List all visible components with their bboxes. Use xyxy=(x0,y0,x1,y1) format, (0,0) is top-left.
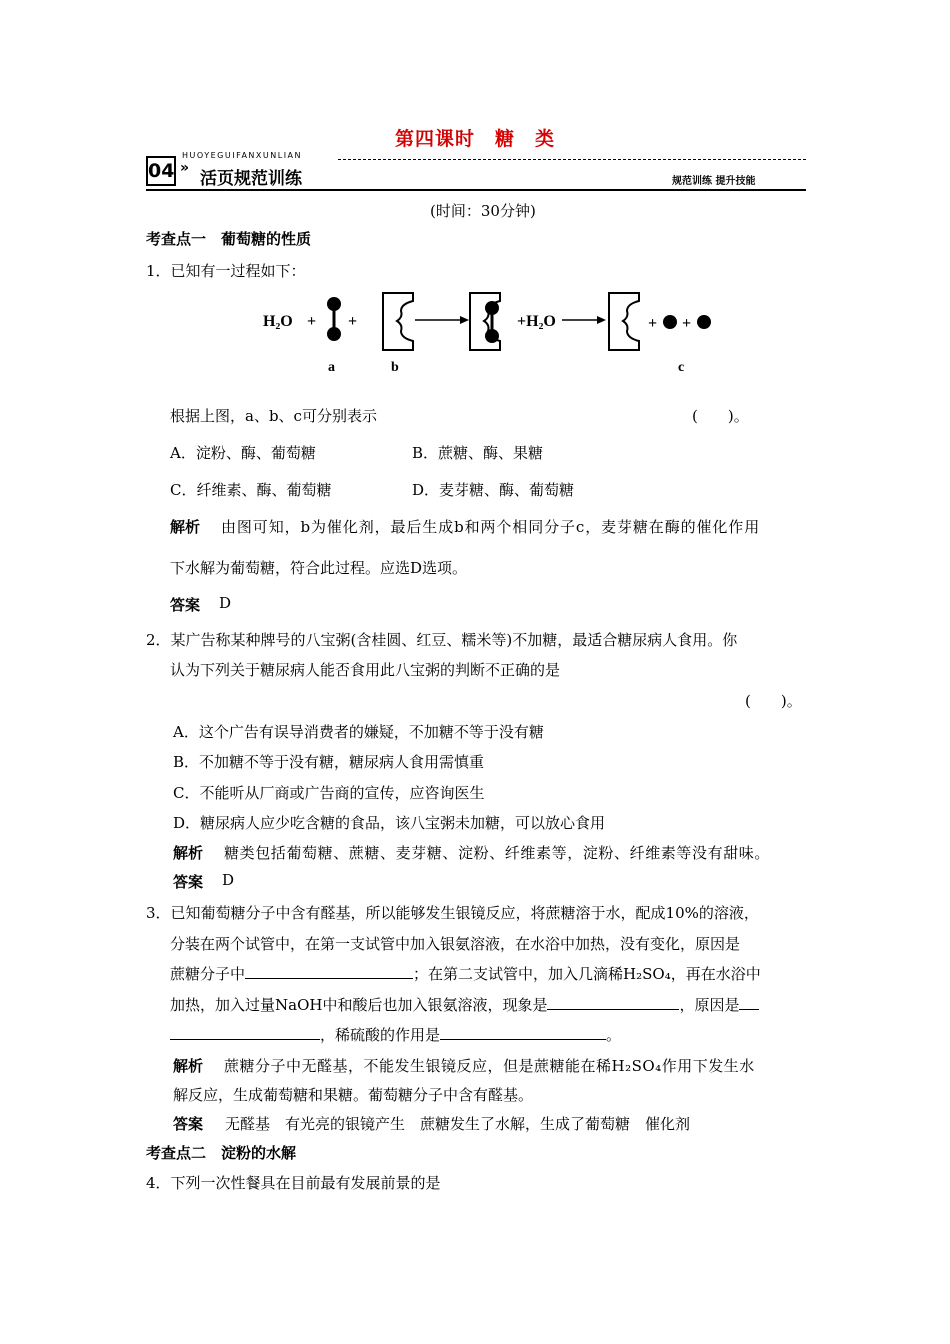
q1-prompt: 根据上图，a、b、c可分别表示 xyxy=(170,407,377,425)
q3-line2: 分装在两个试管中，在第一支试管中加入银氨溶液，在水浴中加热，没有变化，原因是 xyxy=(170,935,741,953)
q3-analysis-line1-start: 蔗糖分子中无醛基，不能发生银镜反应，但是蔗糖能在稀 xyxy=(224,1057,612,1075)
q3-line4 xyxy=(170,994,759,1015)
q2-option-c: C．不能听从厂商或广告商的宣传，应咨询医生 xyxy=(173,784,485,802)
q3-blank-4[interactable] xyxy=(440,1025,606,1040)
header-pinyin: HUOYEGUIFANXUNLIAN xyxy=(182,151,303,160)
q2-stem-line1: 2．某广告称某种牌号的八宝粥(含桂圆、红豆、糯米等)不加糖，最适合糖尿病人食用。你 xyxy=(146,631,738,649)
q1-plus-h2o: +H₂O xyxy=(517,313,556,330)
section-heading-two: 考查点二 淀粉的水解 xyxy=(146,1144,297,1162)
q3-blank-3-start[interactable] xyxy=(739,995,759,1010)
q1-answer-label: 答案 xyxy=(170,596,201,614)
q1-option-d: D．麦芽糖、酶、葡萄糖 xyxy=(412,481,575,499)
label-b: b xyxy=(391,360,399,375)
q3-line5 xyxy=(170,1024,621,1045)
q3-analysis-label: 解析 xyxy=(173,1057,204,1075)
q2-answer-paren: ( )。 xyxy=(745,692,802,710)
q3-answer-label: 答案 xyxy=(173,1115,204,1133)
q2-answer-label: 答案 xyxy=(173,873,204,891)
q3-line1: 3．已知葡萄糖分子中含有醛基，所以能够发生银镜反应，将蔗糖溶于水，配成10%的溶液， xyxy=(146,904,759,922)
q2-stem-line2: 认为下列关于糖尿病人能否食用此八宝粥的判断不正确的是 xyxy=(170,661,561,679)
q2-option-a: A．这个广告有误导消费者的嫌疑，不加糖不等于没有糖 xyxy=(173,723,544,741)
q3-line5-end: 。 xyxy=(606,1026,622,1044)
q1-plus-3: + xyxy=(648,315,658,332)
q3-line4-middle: ，原因是 xyxy=(679,996,740,1014)
header-arrow-icon: » xyxy=(180,160,190,176)
header-number-badge: 04 xyxy=(146,156,176,186)
q1-plus-2: + xyxy=(348,313,358,330)
q2-answer: D xyxy=(222,871,235,889)
q1-option-b: B．蔗糖、酶、果糖 xyxy=(412,444,544,462)
q3-analysis-h2so4: H₂SO₄ xyxy=(611,1057,662,1075)
q1-plus-1: + xyxy=(307,313,317,330)
q3-line5-start: ，稀硫酸的作用是 xyxy=(320,1026,441,1044)
q3-line3-end: ，再在水浴中 xyxy=(670,965,761,983)
q1-analysis-line2: 下水解为葡萄糖，符合此过程。应选D选项。 xyxy=(170,559,468,577)
q1-option-a: A．淀粉、酶、葡萄糖 xyxy=(170,444,316,462)
lesson-title: 第四课时 糖 类 xyxy=(394,128,555,150)
q2-analysis-label: 解析 xyxy=(173,844,204,862)
q1-option-c: C．纤维素、酶、葡萄糖 xyxy=(170,481,332,499)
q1-answer: D xyxy=(219,594,232,612)
q3-line4-start: 加热，加入过量NaOH中和酸后也加入银氨溶液，现象是 xyxy=(170,996,548,1014)
q1-analysis-line1: 由图可知，b为催化剂，最后生成b和两个相同分子c，麦芽糖在酶的催化作用 xyxy=(221,518,761,536)
molecule-c-1 xyxy=(663,315,677,329)
q2-analysis: 糖类包括葡萄糖、蔗糖、麦芽糖、淀粉、纤维素等，淀粉、纤维素等没有甜味。 xyxy=(224,844,771,862)
q3-blank-2[interactable] xyxy=(547,995,679,1010)
q1-answer-paren: ( )。 xyxy=(692,407,749,425)
header-dashed-rule xyxy=(338,159,806,160)
q1-diagram xyxy=(255,288,725,380)
header-right-tag: 规范训练 提升技能 xyxy=(672,176,756,187)
label-c: c xyxy=(678,360,685,375)
molecule-a xyxy=(327,297,341,341)
q3-analysis-line1 xyxy=(224,1055,755,1076)
enzyme-b-recovered xyxy=(609,293,639,350)
q3-blank-1[interactable] xyxy=(245,964,413,979)
q4-stem: 4．下列一次性餐具在目前最有发展前景的是 xyxy=(146,1174,441,1192)
q3-analysis-line1-end: 作用下发生水 xyxy=(661,1057,755,1075)
q2-option-b: B．不加糖不等于没有糖，糖尿病人食用需慎重 xyxy=(173,753,485,771)
time-note: (时间：30分钟) xyxy=(430,202,536,220)
q3-analysis-line2: 解反应，生成葡萄糖和果糖。葡萄糖分子中含有醛基。 xyxy=(173,1086,534,1104)
q1-analysis-label: 解析 xyxy=(170,518,201,536)
q3-line3 xyxy=(170,963,761,984)
q3-line3-start: 蔗糖分子中 xyxy=(170,965,246,983)
label-a: a xyxy=(328,360,335,375)
section-heading-one: 考查点一 葡萄糖的性质 xyxy=(146,230,312,248)
q1-stem: 1．已知有一过程如下： xyxy=(146,262,306,280)
q3-line3-middle: ；在第二支试管中，加入几滴稀 xyxy=(413,965,624,983)
header-title: 活页规范训练 xyxy=(200,169,302,189)
q3-blank-3-end[interactable] xyxy=(170,1025,320,1040)
q1-plus-4: + xyxy=(682,315,692,332)
molecule-c-2 xyxy=(697,315,711,329)
enzyme-b xyxy=(383,293,413,350)
q3-h2so4: H₂SO₄ xyxy=(623,965,671,983)
enzyme-substrate-complex xyxy=(470,293,500,350)
q2-option-d: D．糖尿病人应少吃含糖的食品，该八宝粥未加糖，可以放心食用 xyxy=(173,814,606,832)
q3-answer: 无醛基 有光亮的银镜产生 蔗糖发生了水解，生成了葡萄糖 催化剂 xyxy=(225,1115,691,1133)
q1-h2o: H₂O xyxy=(263,313,293,330)
header-rule xyxy=(146,189,806,191)
